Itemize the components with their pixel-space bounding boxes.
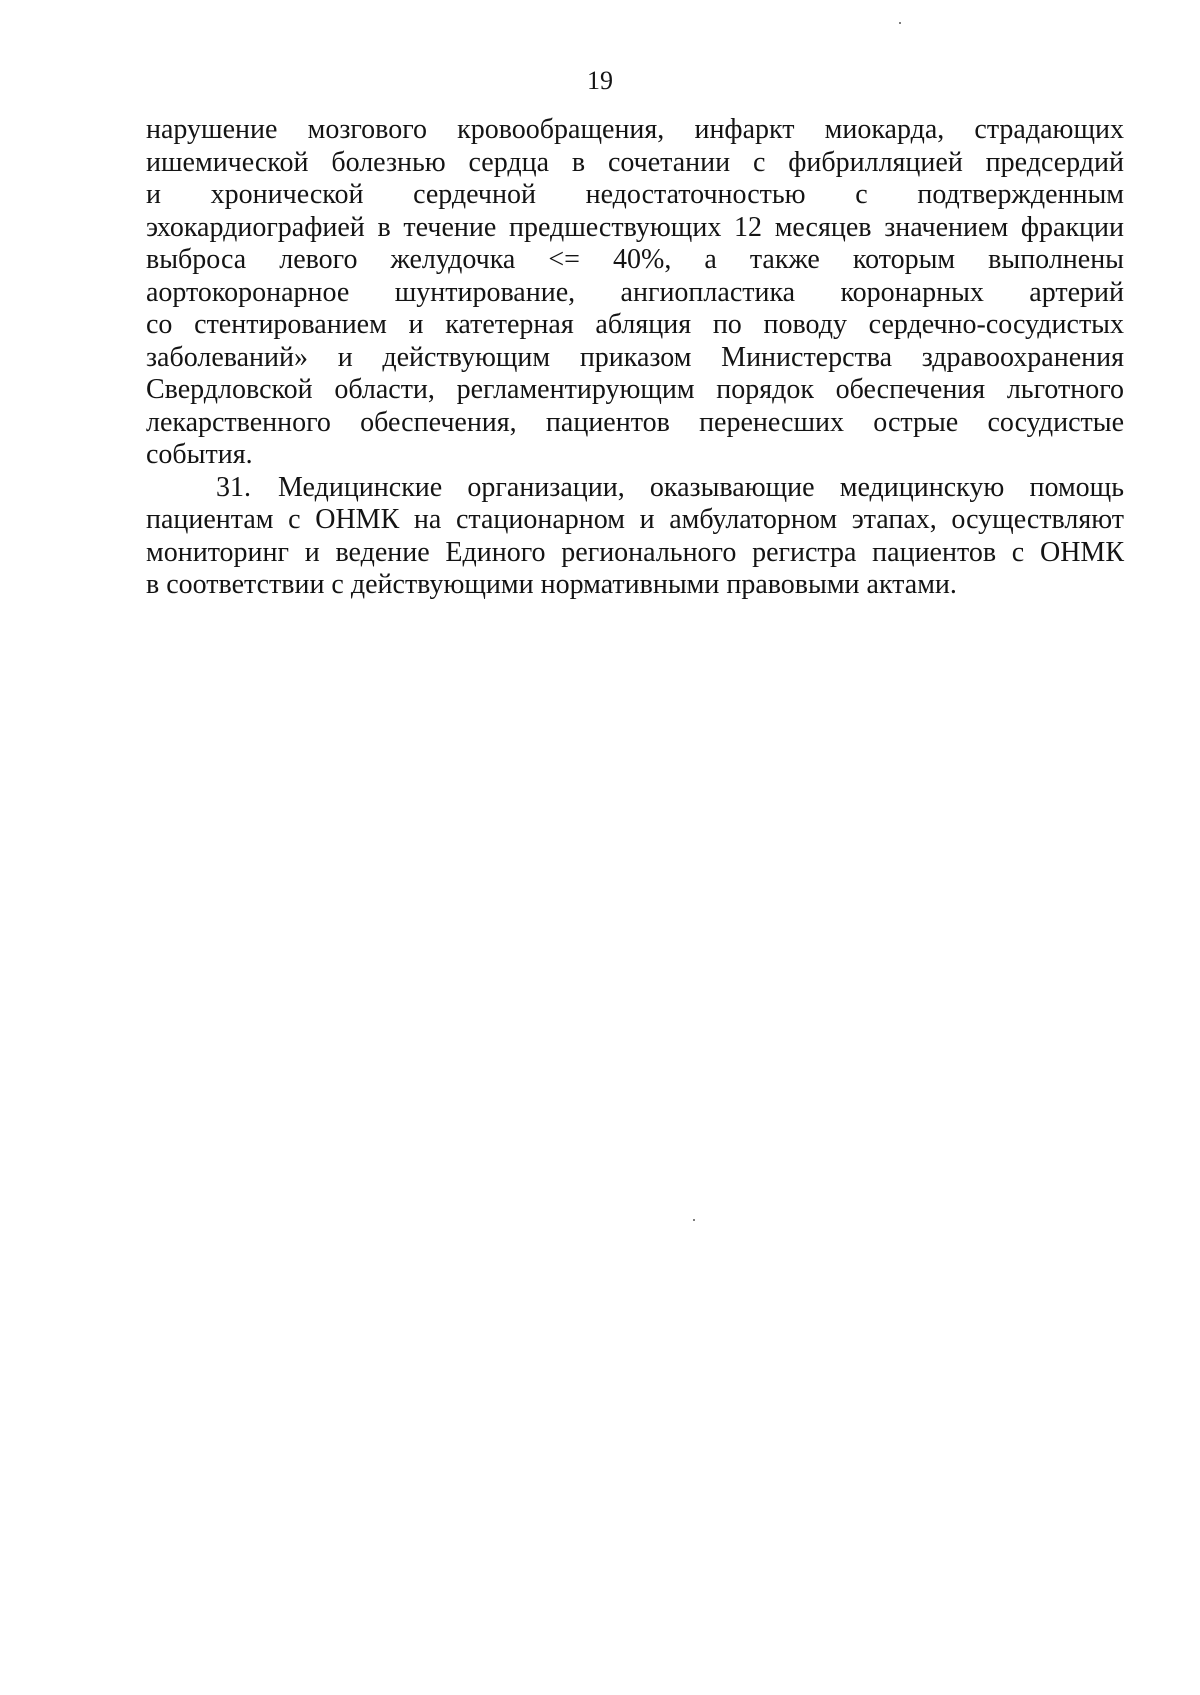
text-line: со стентированием и катетерная абляция по поводу сердечно-сосудистых — [146, 309, 1124, 340]
text-line: заболеваний» и действующим приказом Министерства здравоохранения — [146, 341, 1124, 373]
paragraph-31 — [146, 472, 1124, 602]
text-line: выброса левого желудочка <= 40%, а также которым выполнены — [146, 244, 1124, 275]
text-line: пациентам с ОНМК на стационарном и амбулаторном этапах, осуществляют — [146, 504, 1124, 535]
text-line: аортокоронарное шунтирование, ангиопластика коронарных артерий — [146, 276, 1124, 308]
text-line: ишемической болезнью сердца в сочетании с фибрилляцией предсердий — [146, 146, 1124, 178]
text-line: Медицинские организации, оказывающие медицинскую помощь — [278, 471, 1124, 503]
text-line: события. — [146, 439, 253, 470]
scan-speck — [899, 22, 901, 24]
paragraph-first-line — [146, 472, 1124, 505]
document-body — [146, 114, 1124, 602]
paragraph-number: 31. — [216, 471, 251, 503]
text-line: и хронической сердечной недостаточностью с подтвержденным — [146, 179, 1124, 210]
scan-speck — [693, 1219, 695, 1221]
text-line: Свердловской области, регламентирующим порядок обеспечения льготного — [146, 374, 1124, 405]
text-line: мониторинг и ведение Единого регионального регистра пациентов с ОНМК — [146, 536, 1124, 568]
continuation-paragraph — [146, 114, 1124, 472]
text-line: в соответствии с действующими нормативными правовыми актами. — [146, 569, 957, 600]
text-line: эхокардиографией в течение предшествующих 12 месяцев значением фракции — [146, 211, 1124, 243]
page-number: 19 — [587, 66, 613, 95]
text-line: нарушение мозгового кровообращения, инфаркт миокарда, страдающих — [146, 114, 1124, 145]
text-line: лекарственного обеспечения, пациентов перенесших острые сосудистые — [146, 406, 1124, 438]
